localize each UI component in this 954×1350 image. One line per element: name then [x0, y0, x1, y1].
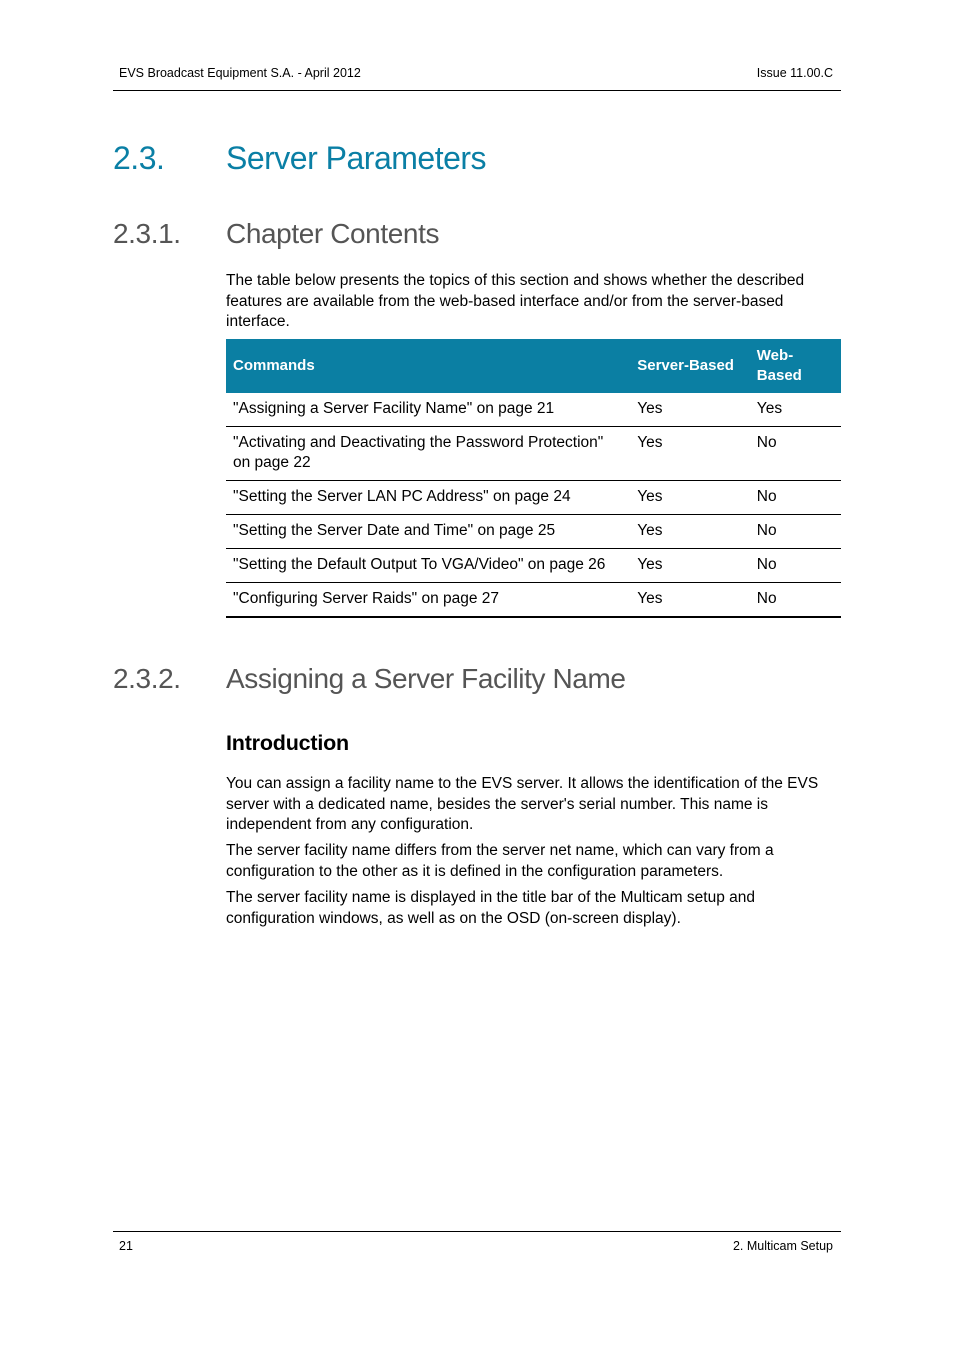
command-link[interactable]: "Setting the Server LAN PC Address" on page 24 — [226, 481, 630, 515]
sub2-title: Assigning a Server Facility Name — [226, 663, 626, 694]
body-paragraph-2: The server facility name differs from the server net name, which can vary from a configuration to the other as it is defined in the configuration parameters. — [226, 842, 774, 880]
server-based-cell: Yes — [630, 583, 750, 618]
commands-table — [226, 339, 841, 618]
col-header-web-based: Web- Based — [750, 339, 841, 393]
page-header — [113, 64, 841, 91]
web-based-cell: No — [750, 515, 841, 549]
header-right: Issue 11.00.C — [756, 66, 833, 80]
web-based-cell: No — [750, 427, 841, 481]
web-based-cell: No — [750, 481, 841, 515]
web-based-cell: Yes — [750, 393, 841, 427]
header-left: EVS Broadcast Equipment S.A. - April 2012 — [119, 66, 361, 80]
server-based-cell: Yes — [630, 515, 750, 549]
intro-paragraph: The table below presents the topics of this section and shows whether the described features are available from the web-based interface and/or from the server-based interface. — [226, 272, 805, 330]
table-row — [226, 427, 841, 481]
introduction-heading: Introduction — [226, 731, 349, 755]
table-row — [226, 549, 841, 583]
server-based-cell: Yes — [630, 549, 750, 583]
col-header-commands: Commands — [226, 339, 630, 393]
command-link[interactable]: "Setting the Default Output To VGA/Video" on page 26 — [226, 549, 630, 583]
table-row — [226, 583, 841, 618]
sub1-number: 2.3.1. — [113, 218, 181, 249]
table-row — [226, 393, 841, 427]
page-number: 21 — [119, 1239, 133, 1253]
command-link[interactable]: "Assigning a Server Facility Name" on page 21 — [226, 393, 630, 427]
table-row — [226, 481, 841, 515]
section-number: 2.3. — [113, 140, 165, 176]
web-based-cell: No — [750, 549, 841, 583]
footer-chapter: 2. Multicam Setup — [732, 1239, 833, 1253]
sub2-number: 2.3.2. — [113, 663, 181, 694]
command-link[interactable]: "Setting the Server Date and Time" on page 25 — [226, 515, 630, 549]
body-paragraph-3: The server facility name is displayed in the title bar of the Multicam setup and configuration windows, as well as on the OSD (on-screen display). — [226, 889, 755, 927]
page-footer — [113, 1231, 841, 1253]
command-link[interactable]: "Activating and Deactivating the Password Protection" on page 22 — [226, 427, 630, 481]
sub1-title: Chapter Contents — [226, 218, 440, 249]
body-paragraph-1: You can assign a facility name to the EVS server. It allows the identification of the EVS server with a dedicated name, besides the server's serial number. This name is independent from any configuration. — [226, 775, 819, 833]
section-title: Server Parameters — [226, 140, 487, 176]
server-based-cell: Yes — [630, 481, 750, 515]
server-based-cell: Yes — [630, 427, 750, 481]
command-link[interactable]: "Configuring Server Raids" on page 27 — [226, 583, 630, 618]
table-header-row — [226, 339, 841, 393]
server-based-cell: Yes — [630, 393, 750, 427]
web-based-cell: No — [750, 583, 841, 618]
col-header-server-based: Server-Based — [630, 339, 750, 393]
table-row — [226, 515, 841, 549]
